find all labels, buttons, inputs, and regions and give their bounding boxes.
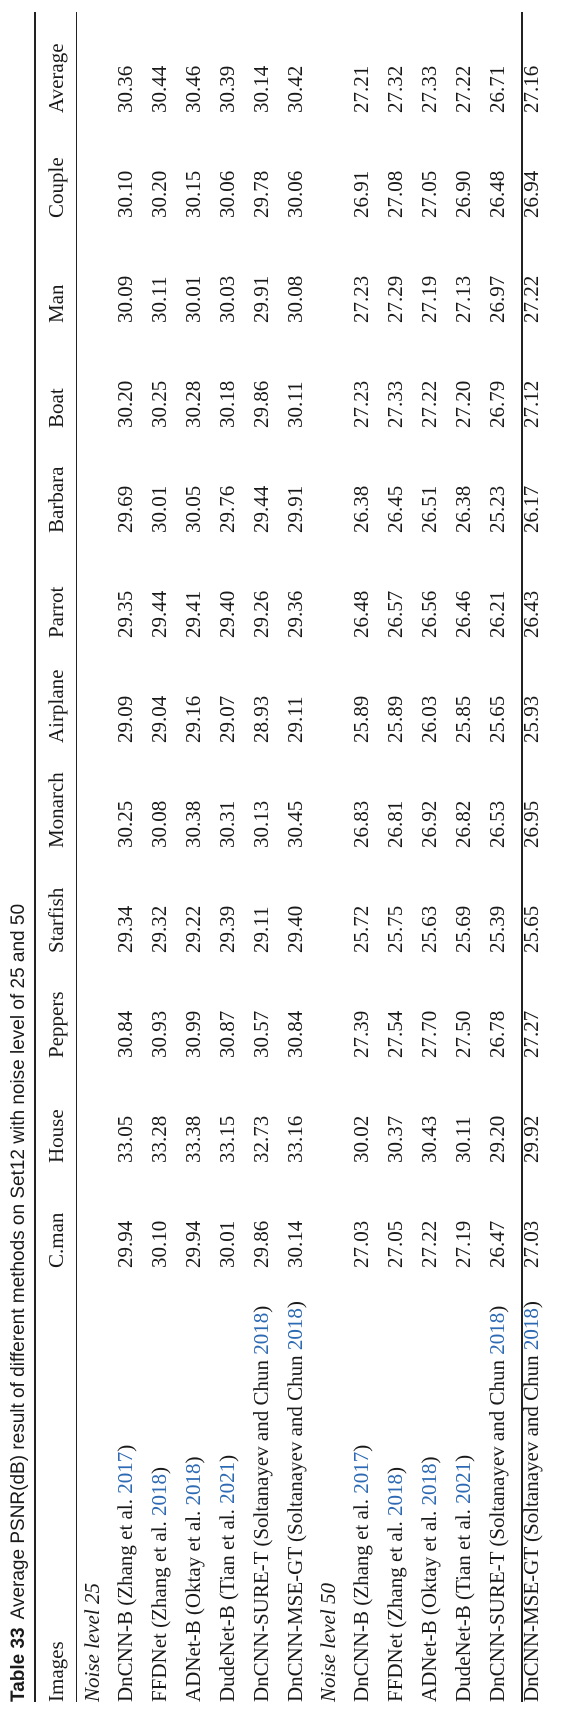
psnr-value: 33.38	[180, 1115, 205, 1163]
table-row	[244, 12, 278, 1702]
psnr-value: 30.44	[146, 65, 171, 113]
psnr-value: 26.17	[518, 485, 543, 533]
psnr-value: 30.11	[282, 381, 307, 428]
psnr-value: 26.21	[484, 590, 509, 638]
method-label-close: )	[112, 1444, 137, 1452]
column-header: Average	[43, 43, 68, 113]
psnr-value: 27.05	[382, 1220, 407, 1268]
psnr-value: 30.20	[112, 380, 137, 428]
method-label-close: )	[416, 1456, 441, 1464]
psnr-value: 29.76	[214, 485, 239, 533]
psnr-value: 30.06	[214, 170, 239, 218]
psnr-value: 25.63	[416, 905, 441, 953]
method-label-close: )	[484, 1305, 509, 1313]
header-row	[36, 12, 76, 1702]
psnr-value: 30.11	[450, 1116, 475, 1163]
method-label-close: )	[282, 1301, 307, 1309]
psnr-value: 32.73	[248, 1115, 273, 1163]
psnr-value: 27.54	[382, 1010, 407, 1058]
psnr-value: 27.22	[518, 275, 543, 323]
psnr-value: 27.05	[416, 170, 441, 218]
psnr-value: 25.65	[484, 695, 509, 743]
psnr-value: 25.93	[518, 695, 543, 743]
psnr-value: 27.08	[382, 170, 407, 218]
citation-year-link[interactable]: 2021	[450, 1461, 475, 1504]
psnr-value: 33.15	[214, 1115, 239, 1163]
table-row	[412, 12, 446, 1702]
column-header: C.man	[43, 1212, 68, 1268]
psnr-value: 26.46	[450, 590, 475, 638]
psnr-value: 25.89	[382, 695, 407, 743]
method-label-close: )	[248, 1305, 273, 1313]
psnr-value: 26.53	[484, 800, 509, 848]
psnr-value: 27.33	[382, 380, 407, 428]
psnr-value: 30.11	[146, 276, 171, 323]
psnr-value: 29.35	[112, 590, 137, 638]
psnr-value: 26.82	[450, 800, 475, 848]
column-header: Images	[43, 1641, 68, 1702]
psnr-value: 30.05	[180, 485, 205, 533]
psnr-value: 29.22	[180, 905, 205, 953]
method-label: FFDNet (Zhang et al.	[146, 1515, 171, 1702]
table-row	[480, 12, 514, 1702]
method-name	[108, 1272, 142, 1702]
column-header: Barbara	[43, 466, 68, 533]
psnr-value: 30.14	[248, 65, 273, 113]
psnr-value: 30.09	[112, 275, 137, 323]
psnr-value: 26.45	[382, 485, 407, 533]
psnr-value: 30.57	[248, 1010, 273, 1058]
section-row	[76, 12, 108, 1702]
psnr-value: 27.16	[518, 65, 543, 113]
psnr-value: 27.19	[416, 275, 441, 323]
method-label: DnCNN-SURE-T (Soltanayev and Chun	[248, 1354, 273, 1702]
citation-year-link[interactable]: 2017	[348, 1451, 373, 1494]
psnr-value: 29.40	[214, 590, 239, 638]
method-label-close: )	[214, 1454, 239, 1462]
table-row	[378, 12, 412, 1702]
table-caption	[8, 904, 30, 1702]
psnr-value: 27.03	[348, 1220, 373, 1268]
column-header: Boat	[43, 388, 68, 428]
method-label-close: )	[450, 1454, 475, 1462]
psnr-value: 29.78	[248, 170, 273, 218]
psnr-value: 30.08	[282, 275, 307, 323]
psnr-value: 30.84	[112, 1010, 137, 1058]
psnr-value: 30.20	[146, 170, 171, 218]
method-name	[142, 1272, 176, 1702]
psnr-value: 30.46	[180, 65, 205, 113]
psnr-value: 25.89	[348, 695, 373, 743]
psnr-value: 27.20	[450, 380, 475, 428]
citation-year-link[interactable]: 2017	[112, 1451, 137, 1494]
psnr-value: 26.38	[348, 485, 373, 533]
psnr-value: 30.36	[112, 65, 137, 113]
psnr-value: 26.91	[348, 170, 373, 218]
table-row	[142, 12, 176, 1702]
psnr-value: 26.38	[450, 485, 475, 533]
column-header: Man	[43, 284, 68, 323]
psnr-value: 27.33	[416, 65, 441, 113]
method-label: DnCNN-B (Zhang et al.	[112, 1493, 137, 1702]
psnr-value: 30.37	[382, 1115, 407, 1163]
table-row	[446, 12, 480, 1702]
section-title: Noise level 25	[79, 1583, 104, 1702]
citation-year-link[interactable]: 2018	[518, 1308, 543, 1351]
psnr-value: 25.85	[450, 695, 475, 743]
psnr-value: 29.92	[518, 1115, 543, 1163]
psnr-value: 30.25	[146, 380, 171, 428]
section-row	[312, 12, 344, 1702]
method-label-close: )	[518, 1301, 543, 1309]
psnr-value: 27.50	[450, 1010, 475, 1058]
psnr-value: 26.51	[416, 485, 441, 533]
method-name	[176, 1272, 210, 1702]
psnr-value: 29.86	[248, 1220, 273, 1268]
psnr-value: 30.14	[282, 1220, 307, 1268]
psnr-value: 27.70	[416, 1010, 441, 1058]
column-header: Monarch	[43, 772, 68, 848]
psnr-value: 30.08	[146, 800, 171, 848]
citation-year-link[interactable]: 2021	[214, 1461, 239, 1504]
psnr-value: 27.23	[348, 275, 373, 323]
psnr-value: 30.39	[214, 65, 239, 113]
psnr-value: 27.12	[518, 380, 543, 428]
psnr-value: 29.91	[248, 275, 273, 323]
method-name	[480, 1272, 514, 1702]
psnr-value: 29.69	[112, 485, 137, 533]
method-name	[344, 1272, 378, 1702]
citation-year-link[interactable]: 2018	[146, 1473, 171, 1516]
psnr-value: 29.36	[282, 590, 307, 638]
psnr-value: 29.20	[484, 1115, 509, 1163]
psnr-value: 27.03	[518, 1220, 543, 1268]
psnr-value: 30.02	[348, 1115, 373, 1163]
psnr-value: 27.22	[450, 65, 475, 113]
method-name	[278, 1272, 312, 1702]
psnr-value: 26.90	[450, 170, 475, 218]
psnr-value: 26.57	[382, 590, 407, 638]
psnr-value: 27.19	[450, 1220, 475, 1268]
method-name	[378, 1272, 412, 1702]
psnr-value: 30.28	[180, 380, 205, 428]
method-name	[412, 1272, 446, 1702]
psnr-value: 29.11	[282, 696, 307, 743]
column-header: Starfish	[43, 887, 68, 953]
table-row	[514, 12, 548, 1702]
psnr-value: 26.92	[416, 800, 441, 848]
psnr-value: 30.18	[214, 380, 239, 428]
psnr-value: 29.94	[112, 1220, 137, 1268]
psnr-value: 30.03	[214, 275, 239, 323]
psnr-value: 26.48	[348, 590, 373, 638]
psnr-value: 30.93	[146, 1010, 171, 1058]
psnr-value: 29.32	[146, 905, 171, 953]
psnr-value: 30.31	[214, 800, 239, 848]
psnr-value: 29.16	[180, 695, 205, 743]
method-name	[244, 1272, 278, 1702]
method-label: ADNet-B (Oktay et al.	[180, 1505, 205, 1702]
psnr-value: 30.01	[214, 1220, 239, 1268]
table-number: Table 33	[8, 1627, 29, 1702]
method-name	[514, 1272, 548, 1702]
psnr-value: 26.83	[348, 800, 373, 848]
psnr-value: 33.28	[146, 1115, 171, 1163]
table-row	[176, 12, 210, 1702]
column-header: Peppers	[43, 991, 68, 1058]
column-header: House	[43, 1109, 68, 1163]
column-header: Airplane	[43, 669, 68, 743]
method-label: DnCNN-MSE-GT (Soltanayev and Chun	[282, 1350, 307, 1702]
psnr-value: 29.44	[146, 590, 171, 638]
psnr-value: 25.75	[382, 905, 407, 953]
method-label: ADNet-B (Oktay et al.	[416, 1505, 441, 1702]
psnr-value: 30.13	[248, 800, 273, 848]
psnr-value: 29.09	[112, 695, 137, 743]
column-header: Parrot	[43, 586, 68, 638]
psnr-value: 30.01	[146, 485, 171, 533]
citation-year-link[interactable]: 2018	[382, 1473, 407, 1516]
psnr-value: 26.56	[416, 590, 441, 638]
psnr-value: 30.10	[112, 170, 137, 218]
section-title: Noise level 50	[315, 1583, 340, 1702]
method-label-close: )	[146, 1466, 171, 1474]
psnr-value: 30.99	[180, 1010, 205, 1058]
citation-year-link[interactable]: 2018	[282, 1308, 307, 1351]
method-name	[210, 1272, 244, 1702]
psnr-value: 30.10	[146, 1220, 171, 1268]
psnr-value: 29.41	[180, 590, 205, 638]
psnr-value: 27.22	[416, 380, 441, 428]
psnr-value: 25.72	[348, 905, 373, 953]
psnr-value: 25.69	[450, 905, 475, 953]
psnr-value: 27.29	[382, 275, 407, 323]
psnr-value: 29.04	[146, 695, 171, 743]
method-label-close: )	[348, 1444, 373, 1452]
psnr-value: 30.01	[180, 275, 205, 323]
citation-year-link[interactable]: 2018	[484, 1312, 509, 1355]
table-caption-text: Average PSNR(dB) result of different methods on Set12 with noise level of 25 and 50	[8, 903, 29, 1620]
psnr-value: 29.26	[248, 590, 273, 638]
psnr-table	[36, 12, 548, 1702]
psnr-value: 29.07	[214, 695, 239, 743]
psnr-value: 26.48	[484, 170, 509, 218]
psnr-value: 26.43	[518, 590, 543, 638]
citation-year-link[interactable]: 2018	[248, 1312, 273, 1355]
method-label: DnCNN-MSE-GT (Soltanayev and Chun	[518, 1350, 543, 1702]
method-label: DnCNN-B (Zhang et al.	[348, 1493, 373, 1702]
psnr-value: 27.13	[450, 275, 475, 323]
psnr-value: 29.34	[112, 905, 137, 953]
table-row	[344, 12, 378, 1702]
psnr-value: 30.15	[180, 170, 205, 218]
method-label-close: )	[180, 1456, 205, 1464]
psnr-value: 30.84	[282, 1010, 307, 1058]
table-row	[210, 12, 244, 1702]
psnr-value: 33.16	[282, 1115, 307, 1163]
psnr-value: 29.91	[282, 485, 307, 533]
psnr-value: 30.43	[416, 1115, 441, 1163]
psnr-value: 30.25	[112, 800, 137, 848]
column-header: Couple	[43, 157, 68, 218]
method-label: DnCNN-SURE-T (Soltanayev and Chun	[484, 1354, 509, 1702]
psnr-value: 27.27	[518, 1010, 543, 1058]
table-row	[278, 12, 312, 1702]
psnr-value: 25.23	[484, 485, 509, 533]
psnr-value: 28.93	[248, 695, 273, 743]
psnr-value: 30.87	[214, 1010, 239, 1058]
citation-year-link[interactable]: 2018	[180, 1463, 205, 1506]
method-label: FFDNet (Zhang et al.	[382, 1515, 407, 1702]
psnr-value: 26.81	[382, 800, 407, 848]
psnr-value: 27.22	[416, 1220, 441, 1268]
method-label: DudeNet-B (Tian et al.	[214, 1503, 239, 1702]
psnr-value: 27.39	[348, 1010, 373, 1058]
psnr-value: 30.06	[282, 170, 307, 218]
citation-year-link[interactable]: 2018	[416, 1463, 441, 1506]
method-name	[446, 1272, 480, 1702]
psnr-value: 30.42	[282, 65, 307, 113]
psnr-value: 29.40	[282, 905, 307, 953]
psnr-value: 25.65	[518, 905, 543, 953]
table-body	[76, 12, 548, 1702]
psnr-value: 26.47	[484, 1220, 509, 1268]
psnr-value: 26.79	[484, 380, 509, 428]
psnr-value: 26.95	[518, 800, 543, 848]
psnr-value: 29.86	[248, 380, 273, 428]
method-label: DudeNet-B (Tian et al.	[450, 1503, 475, 1702]
psnr-value: 29.11	[248, 906, 273, 953]
psnr-value: 25.39	[484, 905, 509, 953]
psnr-value: 29.44	[248, 485, 273, 533]
psnr-value: 29.39	[214, 905, 239, 953]
psnr-value: 26.03	[416, 695, 441, 743]
psnr-value: 26.94	[518, 170, 543, 218]
psnr-value: 33.05	[112, 1115, 137, 1163]
method-label-close: )	[382, 1466, 407, 1474]
psnr-value: 29.94	[180, 1220, 205, 1268]
psnr-value: 26.97	[484, 275, 509, 323]
psnr-value: 27.21	[348, 65, 373, 113]
psnr-value: 30.45	[282, 800, 307, 848]
psnr-value: 30.38	[180, 800, 205, 848]
psnr-value: 26.71	[484, 65, 509, 113]
psnr-value: 27.23	[348, 380, 373, 428]
table-row	[108, 12, 142, 1702]
psnr-value: 27.32	[382, 65, 407, 113]
psnr-value: 26.78	[484, 1010, 509, 1058]
